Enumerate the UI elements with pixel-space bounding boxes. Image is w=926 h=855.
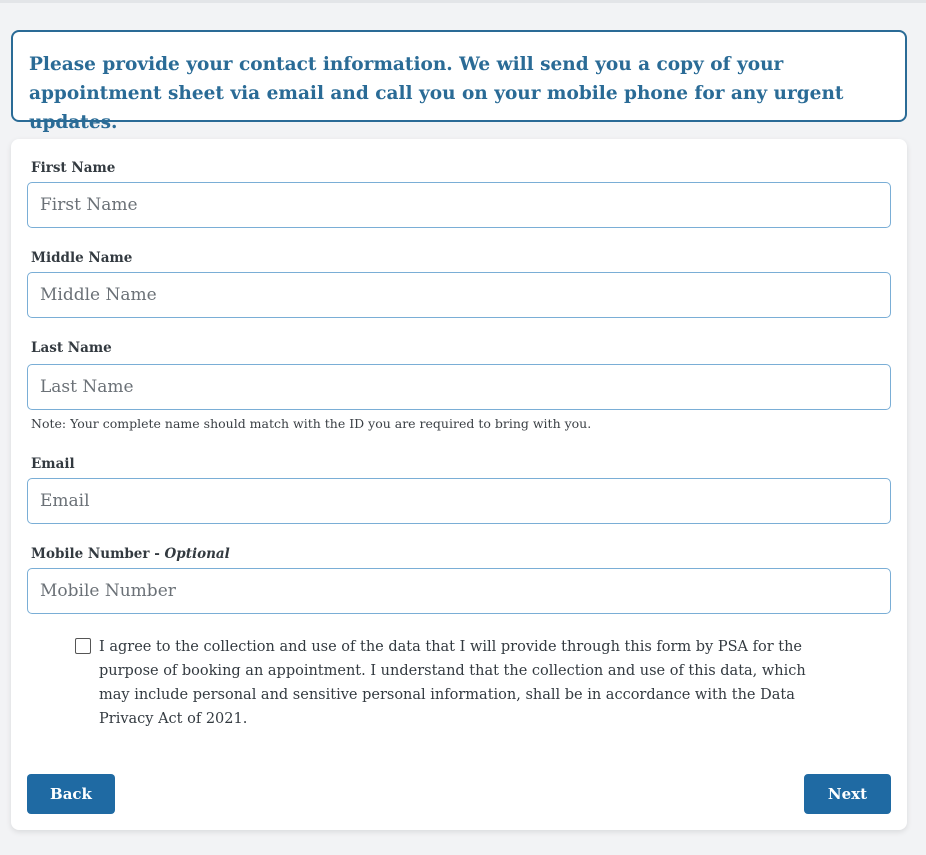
first-name-input[interactable] xyxy=(27,182,891,228)
consent-text: I agree to the collection and use of the data that I will provide through this form by PSA for the purpose of booking an appointment. I understand that the collection and use of this data, which may include personal and sensitive personal information, shall be in accordance with the Data Privacy Act of 2021. xyxy=(99,639,806,727)
name-match-note: Note: Your complete name should match with the ID you are required to bring with you. xyxy=(31,416,592,431)
last-name-input[interactable] xyxy=(27,364,891,410)
mobile-number-label xyxy=(31,546,230,562)
email-input[interactable] xyxy=(27,478,891,524)
mobile-number-label-text: Mobile Number - xyxy=(31,546,165,562)
next-button[interactable]: Next xyxy=(804,774,891,814)
contact-info-notice xyxy=(11,30,907,133)
top-divider xyxy=(0,0,926,3)
email-label: Email xyxy=(31,456,75,472)
first-name-label: First Name xyxy=(31,160,116,176)
mobile-number-input[interactable] xyxy=(27,568,891,614)
middle-name-input[interactable] xyxy=(27,272,891,318)
notice-text: Please provide your contact information. We will send you a copy of your appointment sheet via email and call you on your mobile phone for any urgent updates. xyxy=(29,54,844,133)
middle-name-label: Middle Name xyxy=(31,250,133,266)
last-name-label: Last Name xyxy=(31,340,112,356)
optional-tag: Optional xyxy=(164,546,230,562)
consent-checkbox[interactable] xyxy=(75,638,91,654)
contact-form-card xyxy=(11,139,907,830)
back-button[interactable]: Back xyxy=(27,774,115,814)
